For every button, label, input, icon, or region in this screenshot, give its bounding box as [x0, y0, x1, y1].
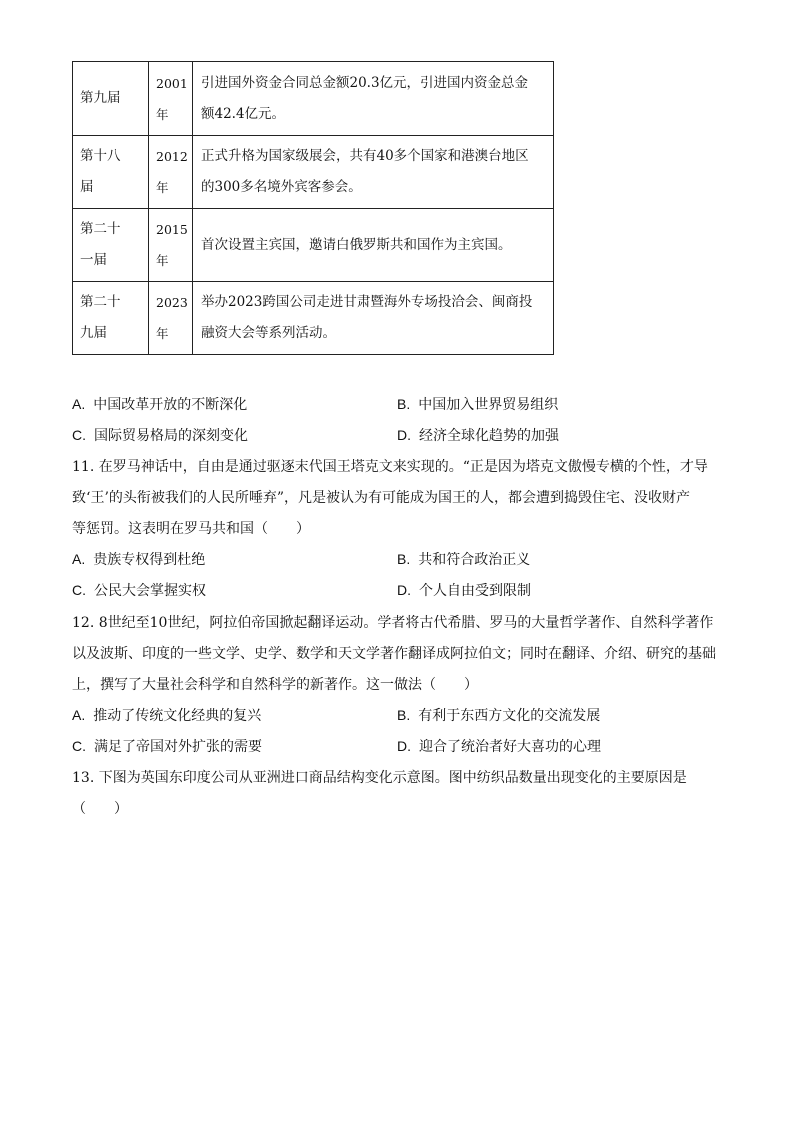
year-cell: 2012 年 — [149, 136, 193, 209]
q12-stem-line: 12. 8世纪至10世纪，阿拉伯帝国掀起翻译运动。学者将古代希腊、罗马的大量哲学著作、自然科学著作 — [72, 615, 714, 631]
q12-stem-line: 上，撰写了大量社会科学和自然科学的新著作。这一做法（ ） — [72, 677, 478, 693]
session-cell: 第二十 九届 — [73, 282, 149, 355]
q12-option-b[interactable]: B. 有利于东西方文化的交流发展 — [397, 707, 601, 724]
year-cell: 2015 年 — [149, 209, 193, 282]
event-cell: 引进国外资金合同总金额20.3亿元，引进国内资金总金 额42.4亿元。 — [193, 62, 554, 136]
event-cell: 首次设置主宾国，邀请白俄罗斯共和国作为主宾国。 — [193, 209, 554, 282]
event-cell: 举办2023跨国公司走进甘肃暨海外专场投洽会、闽商投 融资大会等系列活动。 — [193, 282, 554, 355]
q11-stem-line: 致‘王’的头衔被我们的人民所唾弃”，凡是被认为有可能成为国王的人，都会遭到捣毁住宅、没收财产 — [72, 490, 691, 506]
q12-stem-line: 以及波斯、印度的一些文学、史学、数学和天文学著作翻译成阿拉伯文；同时在翻译、介绍、研究的基础 — [72, 646, 716, 662]
session-cell: 第九届 — [73, 62, 149, 136]
q10-option-b[interactable]: B. 中国加入世界贸易组织 — [397, 396, 559, 413]
trade-fair-table — [72, 61, 554, 355]
session-cell: 第二十 一届 — [73, 209, 149, 282]
q10-option-d[interactable]: D. 经济全球化趋势的加强 — [397, 427, 559, 444]
q11-stem-line: 11. 在罗马神话中，自由是通过驱逐末代国王塔克文来实现的。“正是因为塔克文傲慢专横的个性，才导 — [72, 459, 708, 475]
q10-option-a[interactable]: A. 中国改革开放的不断深化 — [72, 396, 248, 413]
q11-option-c[interactable]: C. 公民大会掌握实权 — [72, 582, 206, 599]
year-cell: 2001 年 — [149, 62, 193, 136]
q11-option-d[interactable]: D. 个人自由受到限制 — [397, 582, 531, 599]
table-row — [73, 62, 554, 136]
q11-option-b[interactable]: B. 共和符合政治正义 — [397, 551, 531, 568]
q13-stem-line: 13. 下图为英国东印度公司从亚洲进口商品结构变化示意图。图中纺织品数量出现变化的主要原因是 — [72, 770, 687, 786]
q12-option-c[interactable]: C. 满足了帝国对外扩张的需要 — [72, 738, 262, 755]
year-cell: 2023 年 — [149, 282, 193, 355]
table-row — [73, 136, 554, 209]
table-row — [73, 209, 554, 282]
table-row — [73, 282, 554, 355]
session-cell: 第十八 届 — [73, 136, 149, 209]
q10-option-c[interactable]: C. 国际贸易格局的深刻变化 — [72, 427, 248, 444]
q12-option-d[interactable]: D. 迎合了统治者好大喜功的心理 — [397, 738, 601, 755]
q11-option-a[interactable]: A. 贵族专权得到杜绝 — [72, 551, 206, 568]
q12-option-a[interactable]: A. 推动了传统文化经典的复兴 — [72, 707, 262, 724]
event-cell: 正式升格为国家级展会，共有40多个国家和港澳台地区 的300多名境外宾客参会。 — [193, 136, 554, 209]
q13-stem-line: （ ） — [72, 801, 128, 817]
q11-stem-line: 等惩罚。这表明在罗马共和国（ ） — [72, 521, 310, 537]
